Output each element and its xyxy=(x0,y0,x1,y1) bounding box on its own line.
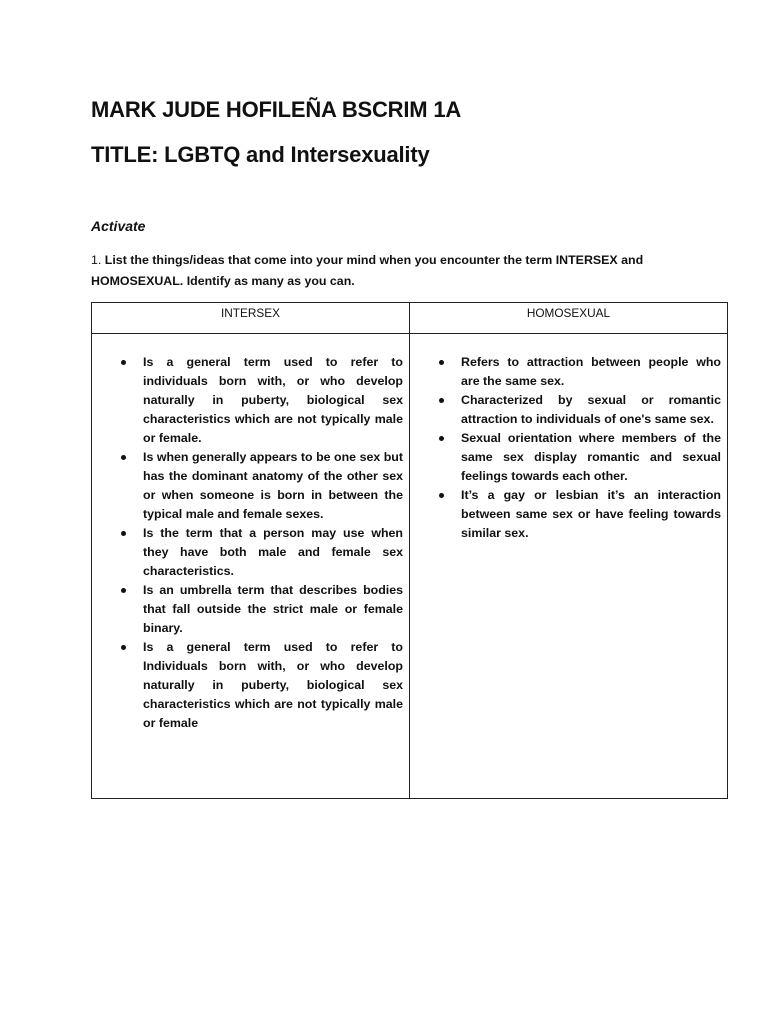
bullet-icon xyxy=(439,493,444,498)
list-item: Is a general term used to refer to individuals born with, or who develop naturally in puberty, biological sex characteristics which are not typically male or female. xyxy=(92,353,403,448)
question-prompt xyxy=(91,250,731,292)
intersex-list xyxy=(92,353,403,733)
bullet-icon xyxy=(121,455,126,460)
question-number: 1. xyxy=(91,253,102,267)
column-header-homosexual: HOMOSEXUAL xyxy=(410,303,728,334)
list-item: Is when generally appears to be one sex but has the dominant anatomy of the other sex or when someone is born in between the typical male and female sexes. xyxy=(92,448,403,524)
table-header-row xyxy=(92,303,728,334)
list-item: Characterized by sexual or romantic attraction to individuals of one's same sex. xyxy=(410,391,721,429)
bullet-icon xyxy=(121,645,126,650)
bullet-icon xyxy=(121,531,126,536)
bullet-icon xyxy=(439,398,444,403)
table-body-row xyxy=(92,334,728,799)
homosexual-list xyxy=(410,353,721,543)
intersex-cell xyxy=(92,334,410,799)
list-item: Sexual orientation where members of the same sex display romantic and sexual feelings towards each other. xyxy=(410,429,721,486)
bullet-icon xyxy=(121,588,126,593)
bullet-icon xyxy=(439,360,444,365)
title-heading: TITLE: LGBTQ and Intersexuality xyxy=(91,142,430,167)
answer-table xyxy=(91,302,728,799)
section-label: Activate xyxy=(91,218,146,234)
bullet-icon xyxy=(439,436,444,441)
list-item: It’s a gay or lesbian it’s an interaction between same sex or have feeling towards similar sex. xyxy=(410,486,721,543)
list-item: Is a general term used to refer to Individuals born with, or who develop naturally in puberty, biological sex characteristics which are not typically male or female xyxy=(92,638,403,733)
list-item: Refers to attraction between people who are the same sex. xyxy=(410,353,721,391)
column-header-intersex: INTERSEX xyxy=(92,303,410,334)
list-item: Is an umbrella term that describes bodies that fall outside the strict male or female binary. xyxy=(92,581,403,638)
author-heading: MARK JUDE HOFILEÑA BSCRIM 1A xyxy=(91,97,462,122)
question-text: List the things/ideas that come into your mind when you encounter the term INTERSEX and HOMOSEXUAL. Identify as many as you can. xyxy=(91,253,644,288)
list-item: Is the term that a person may use when they have both male and female sex characteristics. xyxy=(92,524,403,581)
bullet-icon xyxy=(121,360,126,365)
homosexual-cell xyxy=(410,334,728,799)
